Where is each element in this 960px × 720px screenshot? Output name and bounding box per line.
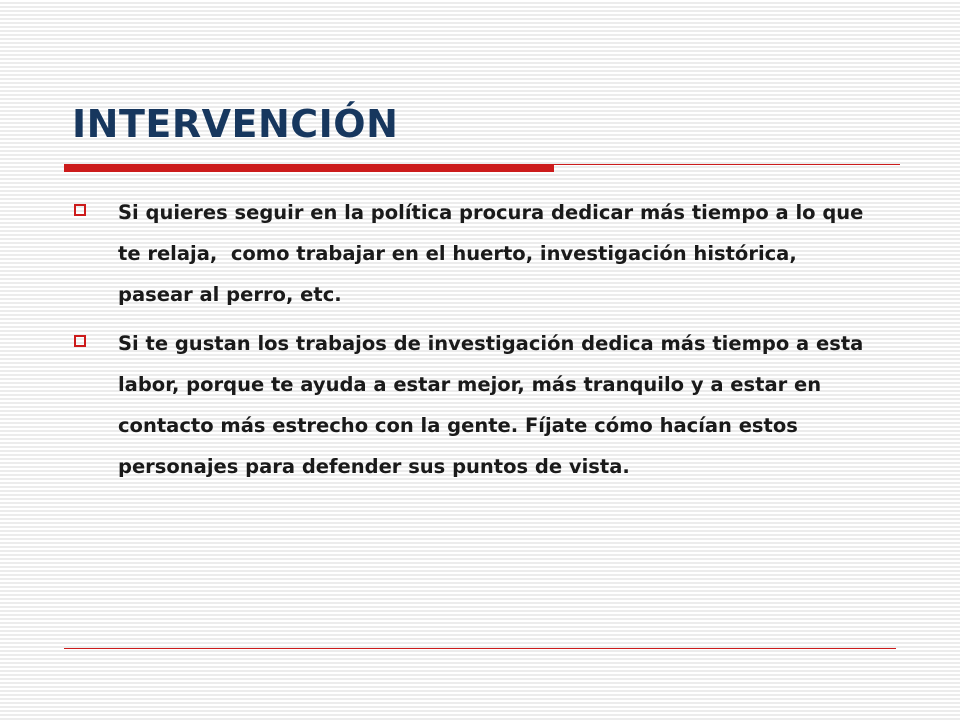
bullet-text: Si quieres seguir en la política procura dedicar más tiempo a lo que te relaja, como trabajar en el huerto, investigación histórica, pasear al perro, etc. <box>118 201 871 306</box>
bullet-item <box>72 192 872 315</box>
title-underline-thin <box>554 164 900 165</box>
hollow-square-bullet-icon <box>74 335 86 347</box>
bullet-text: Si te gustan los trabajos de investigación dedica más tiempo a esta labor, porque te ayuda a estar mejor, más tranquilo y a estar en contacto más estrecho con la gente. Fíjate cómo hacían estos personajes para defender sus puntos de vista. <box>118 332 871 478</box>
title-underline-thick <box>64 164 554 172</box>
bullet-list <box>72 192 872 495</box>
hollow-square-bullet-icon <box>74 204 86 216</box>
slide-title: INTERVENCIÓN <box>72 102 399 146</box>
bullet-item <box>72 323 872 487</box>
footer-rule <box>64 648 896 649</box>
